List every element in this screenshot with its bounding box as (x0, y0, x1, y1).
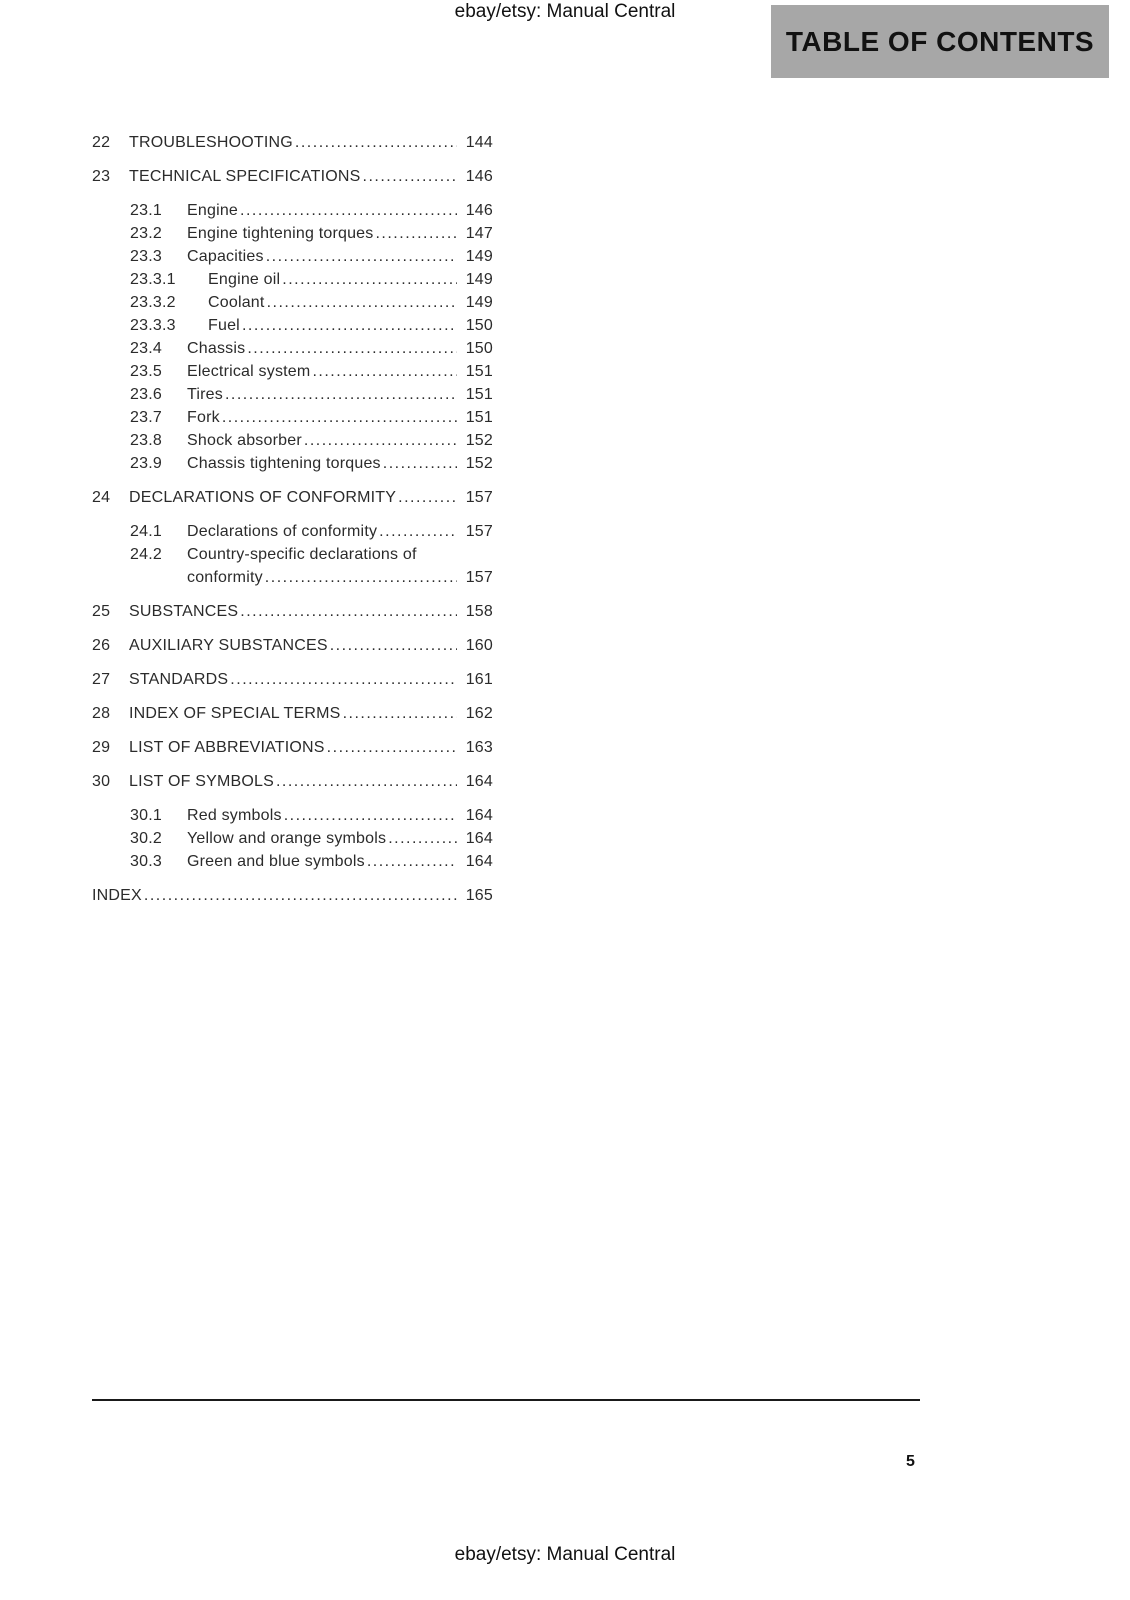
toc-entry-page: 164 (465, 853, 493, 870)
toc-entry-page: 152 (465, 455, 493, 472)
toc-entry-number: 28 (92, 705, 111, 722)
toc-entry-page: 147 (465, 225, 493, 242)
toc-entry-number: 30 (92, 773, 111, 790)
toc-dot-leader (388, 827, 457, 850)
toc-entry (92, 566, 493, 589)
toc-entry-page: 150 (465, 317, 493, 334)
toc-entry (92, 702, 493, 725)
toc-entry-number: 30.1 (130, 807, 162, 824)
toc-entry-page: 162 (465, 705, 493, 722)
toc-entry-page: 146 (465, 202, 493, 219)
page-banner (771, 5, 1109, 78)
toc-entry-label: Yellow and orange symbols (187, 830, 387, 847)
toc-entry (92, 452, 493, 475)
toc-entry-number: 23.6 (130, 386, 162, 403)
toc-entry-page: 151 (465, 363, 493, 380)
page-number: 5 (906, 1453, 915, 1470)
toc-dot-leader (327, 736, 457, 759)
toc-entry-page: 160 (465, 637, 493, 654)
toc-dot-leader (379, 520, 457, 543)
toc-entry (92, 520, 493, 543)
toc-entry-label: Engine (187, 202, 239, 219)
toc-entry-number: 25 (92, 603, 111, 620)
toc-entry (92, 827, 493, 850)
toc-entry (92, 406, 493, 429)
toc-entry-label: Shock absorber (187, 432, 302, 449)
toc-dot-leader (144, 884, 457, 907)
toc-entry (92, 291, 493, 314)
toc-dot-leader (367, 850, 457, 873)
toc-dot-leader (225, 383, 457, 406)
toc-entry-number: 23.3 (130, 248, 162, 265)
toc-entry-page: 163 (465, 739, 493, 756)
toc-entry (92, 245, 493, 268)
toc-entry-page: 165 (465, 887, 493, 904)
toc-entry-number: 23.4 (130, 340, 162, 357)
toc-entry-label: SUBSTANCES (129, 603, 239, 620)
toc-entry-page: 149 (465, 248, 493, 265)
toc-entry-number: 29 (92, 739, 111, 756)
toc-entry-number: 23.3.3 (130, 317, 176, 334)
toc-entry (92, 383, 493, 406)
toc-dot-leader (398, 486, 457, 509)
toc-entry-label: Coolant (208, 294, 265, 311)
toc-dot-leader (383, 452, 457, 475)
toc-entry (92, 429, 493, 452)
toc-dot-leader (247, 337, 456, 360)
toc-entry (92, 486, 493, 509)
toc-entry (92, 131, 493, 154)
toc-entry-page: 151 (465, 386, 493, 403)
toc-entry-label: Declarations of conformity (187, 523, 378, 540)
toc-entry-label: Country-specific declarations of (187, 546, 417, 563)
toc-entry-label: INDEX OF SPECIAL TERMS (129, 705, 341, 722)
toc-entry-label: LIST OF ABBREVIATIONS (129, 739, 325, 756)
toc-dot-leader (282, 268, 456, 291)
toc-entry-page: 151 (465, 409, 493, 426)
toc-dot-leader (375, 222, 456, 245)
toc-entry-label: AUXILIARY SUBSTANCES (129, 637, 328, 654)
toc-dot-leader (240, 199, 457, 222)
toc-entry-label: Red symbols (187, 807, 282, 824)
toc-entry (92, 770, 493, 793)
toc-entry-page: 158 (465, 603, 493, 620)
toc-entry-label: Fuel (208, 317, 240, 334)
toc-entry (92, 543, 493, 566)
toc-entry (92, 884, 493, 907)
toc-entry-number: 23.5 (130, 363, 162, 380)
toc-entry-label: Chassis tightening torques (187, 455, 381, 472)
toc-dot-leader (222, 406, 457, 429)
footer-site-label: ebay/etsy: Manual Central (454, 1544, 676, 1565)
toc-entry-label: LIST OF SYMBOLS (129, 773, 274, 790)
toc-dot-leader (330, 634, 457, 657)
toc-entry (92, 600, 493, 623)
toc-dot-leader (267, 291, 457, 314)
toc-entry-page: 157 (465, 523, 493, 540)
toc-entry-label: Electrical system (187, 363, 311, 380)
toc-entry-page: 164 (465, 807, 493, 824)
toc-entry-number: 30.3 (130, 853, 162, 870)
toc-entry-page: 150 (465, 340, 493, 357)
toc-entry (92, 736, 493, 759)
toc-entry-number: 24.1 (130, 523, 162, 540)
toc-entry (92, 268, 493, 291)
toc-entry-page: 161 (465, 671, 493, 688)
toc-entry-label: TECHNICAL SPECIFICATIONS (129, 168, 361, 185)
toc-entry-label: DECLARATIONS OF CONFORMITY (129, 489, 397, 506)
toc-entry-number: 23.7 (130, 409, 162, 426)
toc-entry-page: 149 (465, 271, 493, 288)
toc-entry-number: 23.2 (130, 225, 162, 242)
toc-entry-number: 23.3.2 (130, 294, 176, 311)
toc-dot-leader (343, 702, 457, 725)
banner-title: TABLE OF CONTENTS (785, 25, 1095, 57)
toc-entry (92, 199, 493, 222)
toc-dot-leader (265, 566, 457, 589)
toc-entry-page: 164 (465, 773, 493, 790)
toc-dot-leader (363, 165, 457, 188)
toc-dot-leader (295, 131, 457, 154)
toc-dot-leader (230, 668, 456, 691)
toc-entry (92, 634, 493, 657)
toc-dot-leader (276, 770, 457, 793)
toc-entry-page: 157 (465, 569, 493, 586)
toc-dot-leader (266, 245, 457, 268)
toc-dot-leader (284, 804, 457, 827)
toc-entry (92, 222, 493, 245)
toc-entry (92, 850, 493, 873)
toc-entry-label: INDEX (92, 887, 142, 904)
toc-entry-number: 30.2 (130, 830, 162, 847)
toc-entry-label: conformity (187, 569, 263, 586)
toc-entry-number: 26 (92, 637, 111, 654)
toc-entry (92, 337, 493, 360)
toc-entry-number: 23.1 (130, 202, 162, 219)
toc-entry (92, 165, 493, 188)
toc-entry-label: Engine oil (208, 271, 281, 288)
toc-entry-number: 23.8 (130, 432, 162, 449)
toc-entry-label: Green and blue symbols (187, 853, 365, 870)
footer-divider (92, 1399, 920, 1401)
toc-entry-page: 144 (465, 134, 493, 151)
toc-entry-number: 22 (92, 134, 111, 151)
toc-entry-page: 152 (465, 432, 493, 449)
toc-entry (92, 360, 493, 383)
toc-dot-leader (242, 314, 457, 337)
toc-entry-label: STANDARDS (129, 671, 229, 688)
toc-entry (92, 314, 493, 337)
toc-entry-label: TROUBLESHOOTING (129, 134, 293, 151)
toc-entry-label: Engine tightening torques (187, 225, 374, 242)
toc-entry-page: 157 (465, 489, 493, 506)
toc-entry-number: 23.3.1 (130, 271, 176, 288)
toc-dot-leader (312, 360, 456, 383)
toc-entry (92, 668, 493, 691)
toc-entry-number: 23 (92, 168, 111, 185)
toc-dot-leader (240, 600, 456, 623)
toc-dot-leader (304, 429, 457, 452)
toc-entry-number: 23.9 (130, 455, 162, 472)
toc-entry-label: Fork (187, 409, 220, 426)
toc-entry-label: Capacities (187, 248, 264, 265)
toc-list (92, 120, 493, 918)
toc-entry-number: 24.2 (130, 546, 162, 563)
toc-entry-label: Chassis (187, 340, 246, 357)
toc-entry-label: Tires (187, 386, 223, 403)
toc-entry-page: 149 (465, 294, 493, 311)
toc-entry-number: 24 (92, 489, 111, 506)
toc-entry-number: 27 (92, 671, 111, 688)
toc-entry-page: 164 (465, 830, 493, 847)
toc-entry (92, 804, 493, 827)
toc-entry-page: 146 (465, 168, 493, 185)
header-site-label: ebay/etsy: Manual Central (454, 1, 676, 22)
